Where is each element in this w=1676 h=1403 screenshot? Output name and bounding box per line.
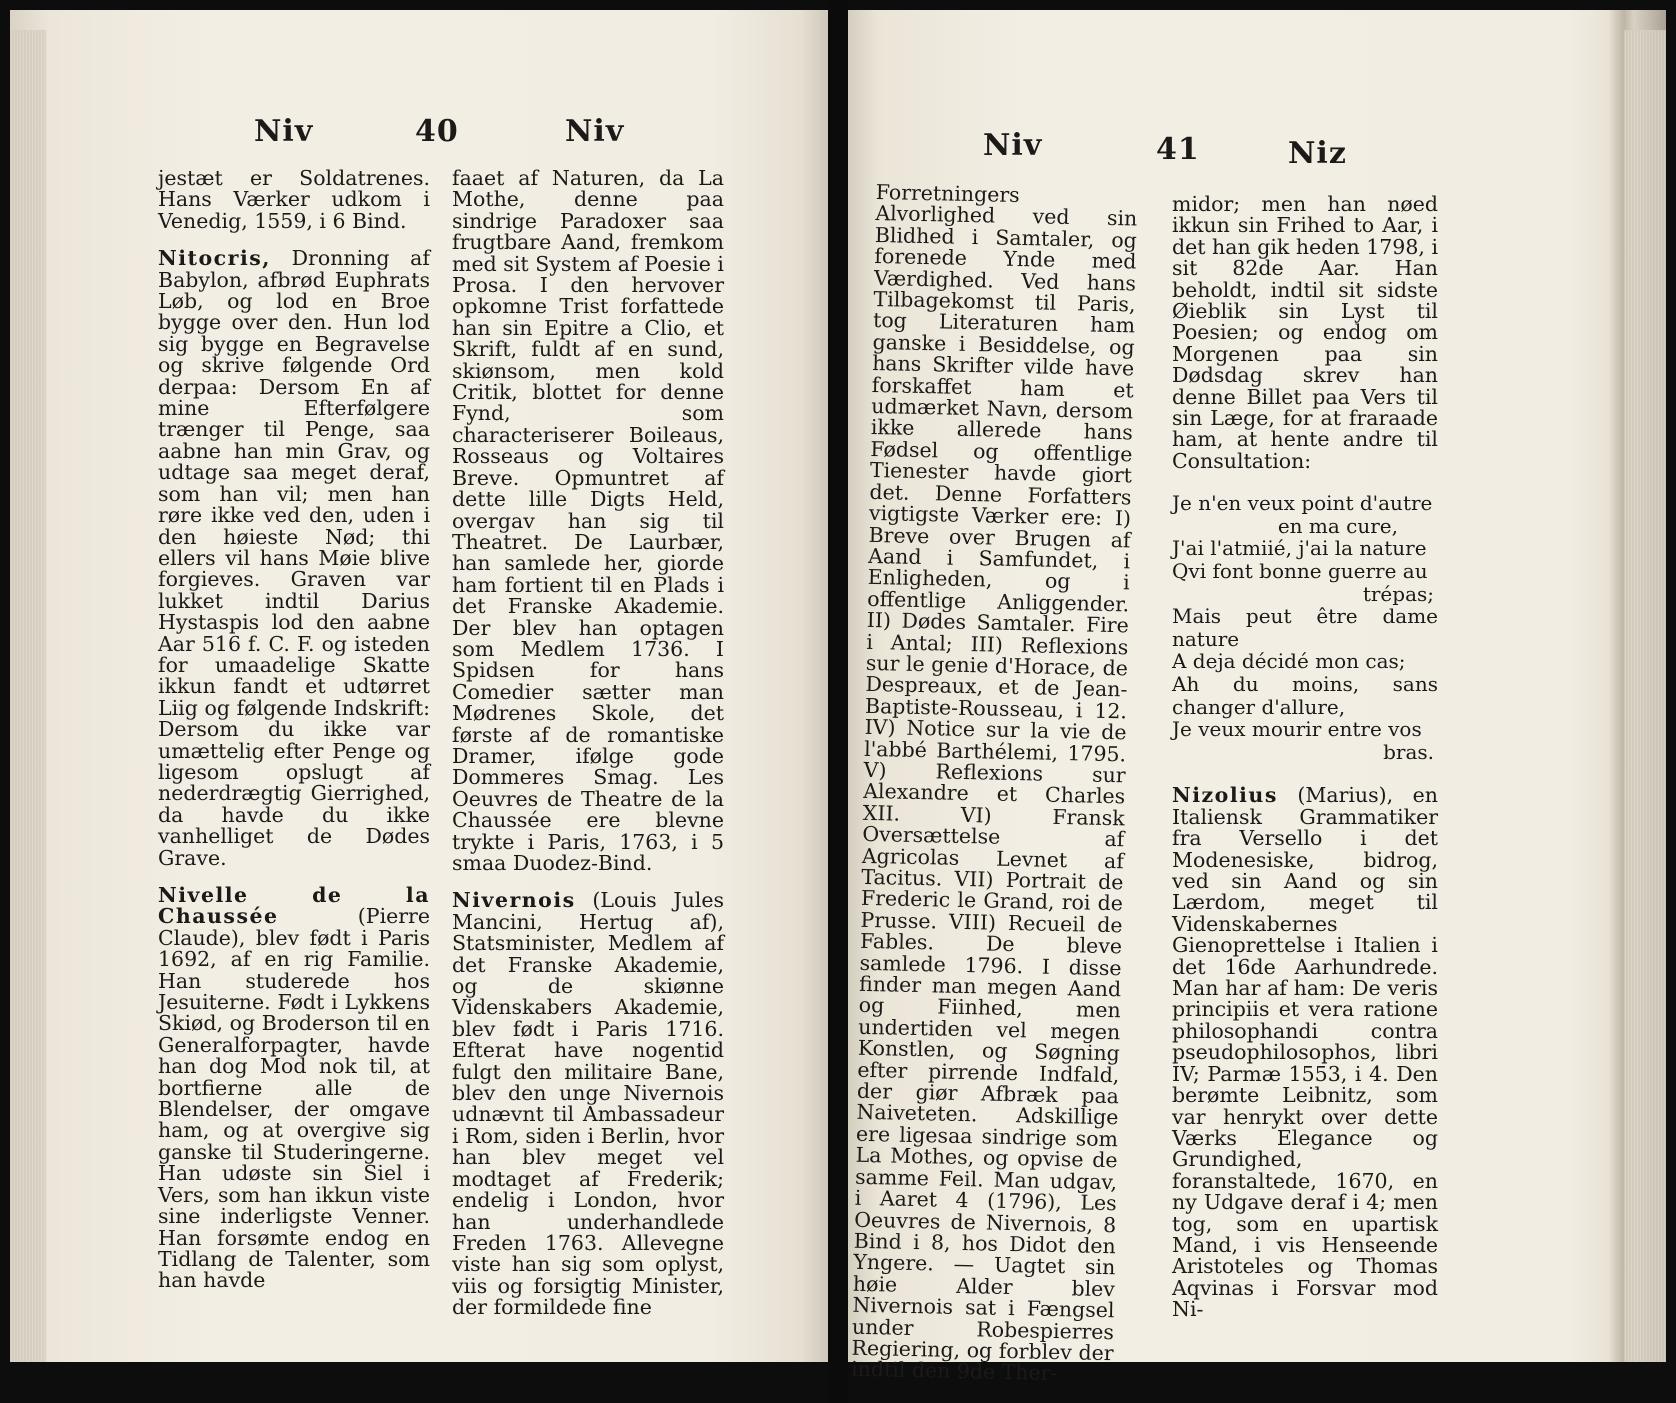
- headword: Nizolius: [1172, 783, 1278, 808]
- entry-nivelle: [158, 885, 430, 1292]
- verse-line: Ah du moins, sans changer d'allure,: [1172, 672, 1438, 719]
- entry-nivernois: [452, 890, 724, 1318]
- left-column-1: [158, 168, 430, 1308]
- left-column-2: [452, 168, 724, 1335]
- book-gutter: [828, 0, 848, 1403]
- headword: Nivelle de la Chaussée: [158, 883, 430, 929]
- entry-text: faaet af Naturen, da La Mothe, denne paa sindrige Paradoxer saa frugtbare Aand, fremkom med sit System af Poesie i Prosa. I den hervover opkomne Trist forfattede han sin Epitre a Clio, et Skrift, fuldt af en sund, skiønsom, men kold Critik, blottet for denne Fynd, som characteriserer Boileaus, Rosseaus og Voltaires Breve. Opmuntret af dette lille Digts Held, overgav han sig til Theatret. De Laurbær, han samlede her, giorde ham fortient til en Plads i det Franske Akademie. Der blev han optagen som Medlem 1736. I Spidsen for hans Comedier sætter man Mødrenes Skole, det første af de romantiske Dramer, ifølge gode Dommeres Smag. Les Oeuvres de Theatre de la Chaussée ere blevne trykte i Paris, 1763, i 5 smaa Duodez-Bind.: [452, 166, 724, 875]
- entry-text: Forretningers Alvorlighed ved sin Blidhed i Samtaler, og forenede Ynde med Værdighed. Ved hans Tilbagekomst til Paris, tog Literaturen ham ganske i Besiddelse, og hans Skrifter vilde have forskaffet ham et udmærket Navn, dersom ikke allerede hans Fødsel og offentlige Tienester havde giort det. Denne Forfatters vigtigste Værker ere: I) Breve over Brugen af Aand i Samfundet, i Enligheden, og i offentlige Anliggender. II) Dødes Samtaler. Fire i Antal; III) Reflexions sur le genie d'Horace, de Despreaux, et de Jean-Baptiste-Rousseau, i 12. IV) Notice sur la vie de l'abbé Barthélemi, 1795. V) Reflexions sur Alexandre et Charles XII. VI) Fransk Oversættelse af Agricolas Levnet af Tacitus. VII) Portrait de Frederic le Grand, roi de Prusse. VIII) Recueil de Fables. De bleve samlede 1796. I disse finder man megen Aand og Fiinhed, men undertiden vel megen Konstlen, og Søgning efter pirrende Indfald, der giør Afbræk paa Naiveteten. Adskillige ere ligesaa sindrige som La Mothes, og opvise de samme Feil. Man udgav, i Aaret 4 (1796), Les Oeuvres de Nivernois, 8 Bind i 8, hos Didot den Yngere. — Uagtet sin høie Alder blev Nivernois sat i Fængsel under Robespierres Regiering, og forblev der indtil den 9de Ther-: [850, 180, 1138, 1386]
- right-column-2: [1172, 194, 1438, 1337]
- verse-line: A deja décidé mon cas;: [1172, 649, 1406, 674]
- verse-line: Qvi font bonne guerre au: [1172, 559, 1428, 584]
- entry-text: Dronning af Babylon, afbrød Euphrats Løb, og lod en Broe bygge over den. Hun lod sig bygge en Begravelse og skrive følgende Ord derpaa: Dersom En af mine Efterfølgere trænger til Penge, saa aabne han min Grav, og udtage saa meget deraf, som han vil; men han røre ikke ved den, uden i den høieste Nød; thi ellers vil hans Møie blive forgieves. Graven var lukket indtil Darius Hystaspis lod den aabne Aar 516 f. C. F. og isteden for umaadelige Skatte ikkun fandt et udtørret Liig og følgende Indskrift: Dersom du ikke var umættelig efter Penge og ligesom opslugt af nederdrægtig Gierrighed, da havde du ikke vanhelliget de Dødes Grave.: [158, 246, 430, 870]
- entry-nizolius: [1172, 785, 1438, 1320]
- page-edge: [1624, 30, 1666, 1362]
- entry-text: (Pierre Claude), blev født i Paris 1692, af en rig Familie. Han studerede hos Jesuiterne. Født i Lykkens Skiød, og Broderson til en Generalforpagter, havde han dog Mod nok til, at bortfierne alle de Blendelser, der omgave ham, og at overgive sig ganske til Studeringerne. Han udøste sin Siel i Vers, som han ikkun viste sine inderligste Venner. Han forsømte endog en Tidlang de Talenter, som han havde: [158, 904, 430, 1293]
- running-head-left: Niv: [254, 114, 314, 149]
- verse-block: [1172, 492, 1438, 763]
- left-page: [10, 10, 828, 1362]
- verse-line: J'ai l'atmiié, j'ai la nature: [1172, 536, 1427, 561]
- verse-line: bras.: [1383, 739, 1434, 764]
- entry-continuation: [851, 182, 1138, 1386]
- entry-text: (Louis Jules Mancini, Hertug af), Statsminister, Medlem af det Franske Akademie, og de skiønne Videnskabers Akademie, blev født i Paris 1716. Efterat have nogentid fulgt den militaire Bane, blev den unge Nivernois udnævnt til Ambassadeur i Rom, siden i Berlin, hvor han blev meget vel modtaget af Frederik; endelig i London, hvor han underhandlede Freden 1763. Allevegne viste han sig som oplyst, viis og forsigtig Minister, der formildede fine: [452, 888, 724, 1320]
- headword: Nitocris,: [158, 246, 271, 271]
- running-head-left: Niv: [983, 128, 1043, 163]
- running-head-right: Niz: [1288, 136, 1347, 171]
- entry-text: midor; men han nøed ikkun sin Frihed to Aar, i det han gik heden 1798, i sit 82de Aar. Han beholdt, indtil sit sidste Øieblik sin Lyst til Poesien; og endog om Morgenen paa sin Dødsdag skrev han denne Billet paa Vers til sin Læge, for at fraraade ham, at hente andre til Consultation:: [1172, 192, 1438, 473]
- entry-continuation: [452, 168, 724, 874]
- verse-line: Mais peut être dame nature: [1172, 604, 1438, 651]
- entry-text: jestæt er Soldatrenes. Hans Værker udkom i Venedig, 1559, i 6 Bind.: [158, 166, 430, 233]
- verse-line: en ma cure,: [1277, 513, 1398, 538]
- entry-nitocris: [158, 248, 430, 869]
- headword: Nivernois: [452, 888, 576, 913]
- page-number: 40: [415, 114, 459, 149]
- running-head-right: Niv: [565, 114, 625, 149]
- verse-line: Je n'en veux point d'autre: [1172, 491, 1433, 516]
- page-number: 41: [1156, 132, 1200, 167]
- verse-line: Je veux mourir entre vos: [1172, 717, 1422, 742]
- right-column-1: [851, 182, 1138, 1402]
- entry-continuation: [1172, 194, 1438, 472]
- entry-continuation: [158, 168, 430, 232]
- right-page: [848, 10, 1666, 1386]
- page-edge: [10, 30, 46, 1362]
- entry-text: (Marius), en Italiensk Grammatiker fra Versello i det Modenesiske, bidrog, ved sin Aand og sin Lærdom, meget til Videnskabernes Gienoprettelse i Italien i det 16de Aarhundrede. Man har af ham: De veris principiis et vera ratione philosophandi contra pseudophilosophos, libri IV; Parmæ 1553, i 4. Den berømte Leibnitz, som var henrykt over dette Værks Elegance og Grundighed, foranstaltede, 1670, en ny Udgave deraf i 4; men tog, som en upartisk Mand, i vis Henseende Aristoteles og Thomas Aqvinas i Forsvar mod Ni-: [1172, 783, 1438, 1322]
- verse-line: trépas;: [1362, 581, 1434, 606]
